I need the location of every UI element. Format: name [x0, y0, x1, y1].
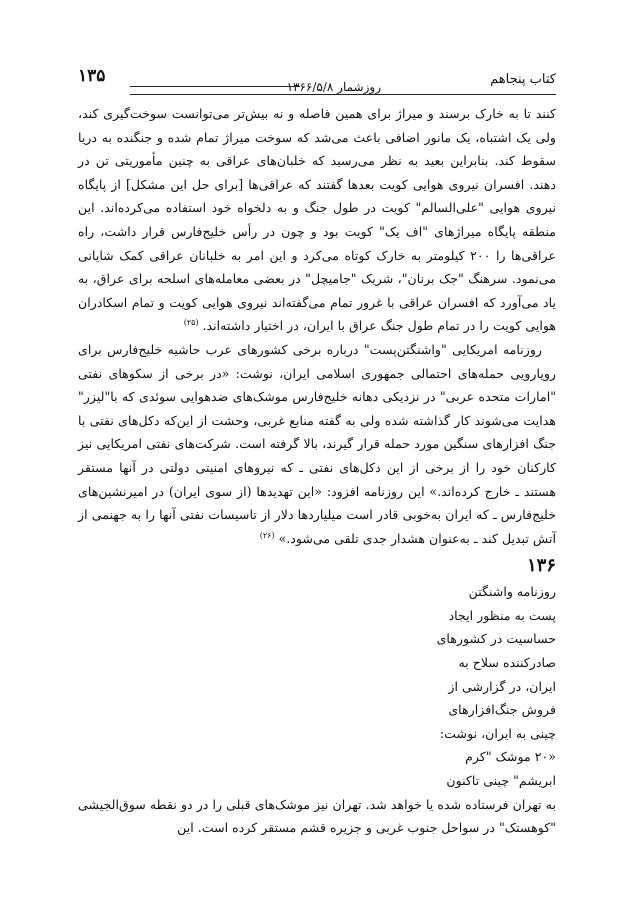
- summary-line: «۲۰ موشک "کرم: [465, 749, 556, 765]
- book-title: کتاب پنجاهم: [490, 72, 556, 87]
- header-rule-left: [130, 86, 300, 87]
- footnote-marker: (۲۵): [183, 318, 199, 328]
- paragraph: [78, 102, 556, 338]
- summary-line: ایران، در گزارشی از: [448, 678, 556, 694]
- entry-summary: [406, 580, 556, 792]
- summary-line: ابریشم" چینی تاکنون: [446, 773, 556, 789]
- entry-number: ۱۳۶: [526, 555, 556, 577]
- summary-line: پست به منظور ایجاد: [448, 607, 556, 623]
- summary-line: چینی به ایران، نوشت:: [439, 725, 556, 741]
- header-rule: [130, 94, 556, 95]
- page-header: [78, 66, 556, 96]
- page-number: ۱۳۵: [78, 66, 106, 86]
- entry-continuation: به تهران فرستاده شده یا خواهد شد. تهران نیز موشک‌های قبلی را در دو نقطه سوق‌الجیشی "کوهستک" در سواحل جنوب غربی و جزیره قشم مستقر کرده است. این: [78, 796, 556, 836]
- page-body: [78, 102, 556, 840]
- paragraph-text: کنند تا به خارک برسند و میراژ برای همین فاصله و نه بیش‌تر می‌توانست سوخت‌گیری کند، ولی یک اشتباه، یک مانور اضافی باعث می‌شد که سوخت میراژ تمام شده و جنگنده به دریا سقوط کند. بنابراین بعید به نظر می‌رسید که خلبان‌های عراقی به چنین مأموریتی تن در دهند. افسران نیروی هوایی کویت بعدها گفتند که عراقی‌ها [برای حل این مشکل] از پایگاه نیروی هوایی "علی‌السالم" کویت در طول جنگ و به دلخواه خود استفاده می‌کرده‌اند. این منطقه پایگاه میراژهای "اف یک" کویت بود و چون در رأس خلیج‌فارس قرار داشت، راه عراقی‌ها را ۲۰۰ کیلومتر به خارک کوتاه می‌کرد و این امر به خلبانان عراقی کمک شایانی می‌نمود. سرهنگ "جک برنان"، شریک "جامیچل" در بعضی معامله‌های اسلحه برای عراق، به یاد می‌آورد که افسران عراقی با غرور تمام می‌گفته‌اند نیروی هوایی کویت و تمام اسکادران هوایی کویت را در تمام طول جنگ عراق با ایران، در اختیار داشته‌اند.: [78, 106, 556, 334]
- summary-line: روزنامه واشنگتن: [468, 584, 556, 600]
- paragraph-text: روزنامه امریکایی "واشنگتن‌پست" درباره برخی کشورهای عرب حاشیه خلیج‌فارس برای رویارویی حمله‌های احتمالی جمهوری اسلامی ایران، نوشت: «در برخی از سکوهای نفتی "امارات متحده عربی" در نزدیکی دهانه خلیج‌فارس موشک‌های ضدهوایی سوئدی که با"لیزر" هدایت می‌شوند کار گذاشته شده ولی به گفته منابع غربی، وحشت از این‌که دکل‌های نفتی با جنگ افزارهای سنگین مورد حمله قرار گیرند، بالا گرفته است. شرکت‌های نفتی امریکایی نیز کارکنان خود را از برخی از این دکل‌های نفتی ـ که نیروهای امنیتی دولتی در آنها مستقر هستند ـ خارج کرده‌اند.» این روزنامه افزود: «این تهدیدها (از سوی ایران) در امیرنشین‌های خلیج‌فارس ـ که ایران به‌خوبی قادر است میلیاردها دلار از تاسیسات نفتی آنها را به جهنمی از آتش تبدیل کند ـ به‌عنوان هشدار جدی تلقی می‌شود.»: [78, 341, 556, 546]
- summary-line: حساسیت در کشورهای: [436, 631, 556, 647]
- summary-line: فروش جنگ‌افزارهای: [448, 702, 556, 718]
- diary-date: روزشمار ۱۳۶۶/۵/۸: [286, 80, 381, 94]
- paragraph: [78, 338, 556, 550]
- footnote-marker: (۲۶): [259, 530, 275, 540]
- summary-line: صادرکننده سلاح به: [458, 655, 556, 671]
